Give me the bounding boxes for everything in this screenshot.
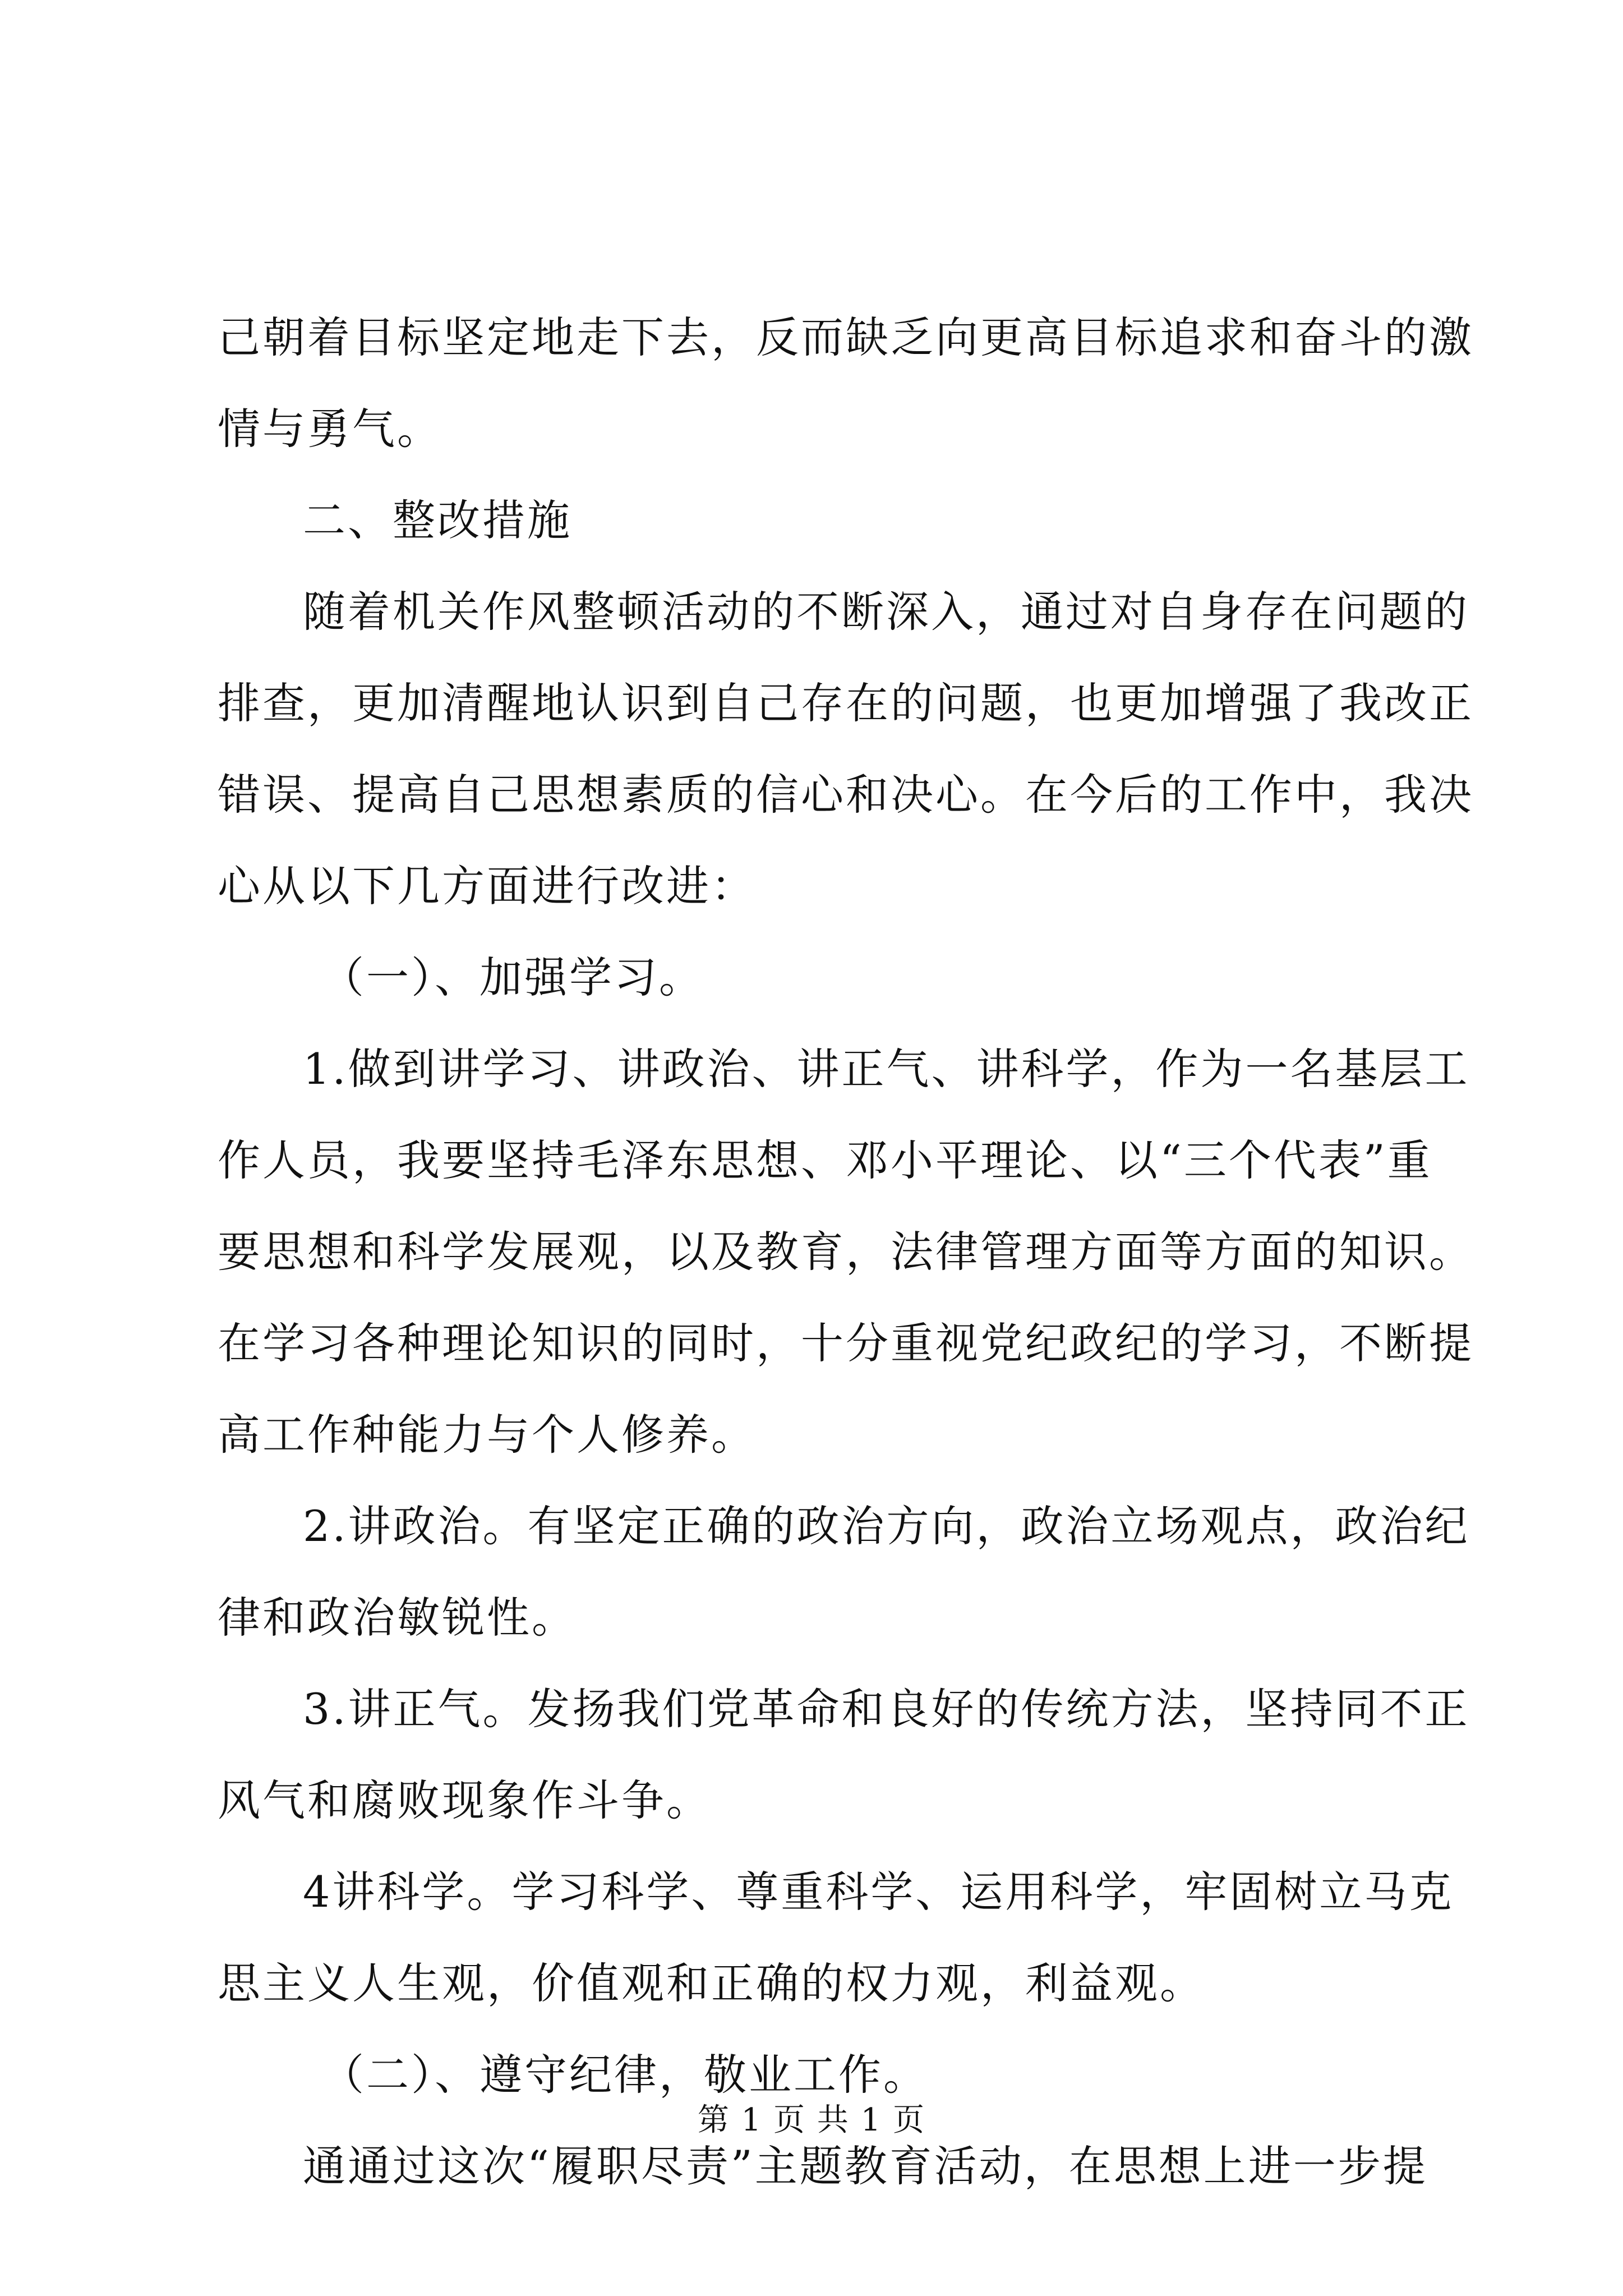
text-line: 要思想和科学发展观，以及教育，法律管理方面等方面的知识。 xyxy=(218,1227,1474,1277)
text-line: （一）、加强学习。 xyxy=(321,953,704,1002)
page-number-footer: 第 1 页 共 1 页 xyxy=(697,2102,926,2138)
body-text xyxy=(218,292,1474,2212)
text-line: 通通过这次“履职尽责”主题教育活动，在思想上进一步提 xyxy=(303,2141,1428,2191)
text-line: 心从以下几方面进行改进： xyxy=(218,861,756,911)
text-line: 高工作种能力与个人修养。 xyxy=(218,1410,756,1460)
text-line: （二）、遵守纪律，敬业工作。 xyxy=(321,2050,928,2100)
text-line: 排查，更加清醒地认识到自己存在的问题，也更加增强了我改正 xyxy=(218,678,1474,728)
text-line: 己朝着目标坚定地走下去，反而缺乏向更高目标追求和奋斗的激 xyxy=(218,312,1474,362)
text-line: 作人员，我要坚持毛泽东思想、邓小平理论、以“三个代表”重 xyxy=(218,1135,1432,1185)
text-line: 思主义人生观，价值观和正确的权力观，利益观。 xyxy=(218,1958,1205,2008)
text-line: 随着机关作风整顿活动的不断深入，通过对自身存在问题的 xyxy=(303,587,1469,637)
text-line: 3.讲正气。发扬我们党革命和良好的传统方法，坚持同不正 xyxy=(303,1684,1470,1734)
text-line: 1.做到讲学习、讲政治、讲正气、讲科学，作为一名基层工 xyxy=(303,1044,1470,1094)
text-line: 错误、提高自己思想素质的信心和决心。在今后的工作中，我决 xyxy=(218,770,1474,820)
text-line: 风气和腐败现象作斗争。 xyxy=(218,1775,711,1825)
text-line: 4讲科学。学习科学、尊重科学、运用科学，牢固树立马克 xyxy=(303,1867,1454,1917)
text-line: 律和政治敏锐性。 xyxy=(218,1593,577,1642)
text-line: 在学习各种理论知识的同时，十分重视党纪政纪的学习，不断提 xyxy=(218,1318,1474,1368)
text-line: 情与勇气。 xyxy=(218,404,442,454)
text-line: 二、整改措施 xyxy=(303,495,572,545)
text-line: 2.讲政治。有坚定正确的政治方向，政治立场观点，政治纪 xyxy=(303,1501,1470,1551)
